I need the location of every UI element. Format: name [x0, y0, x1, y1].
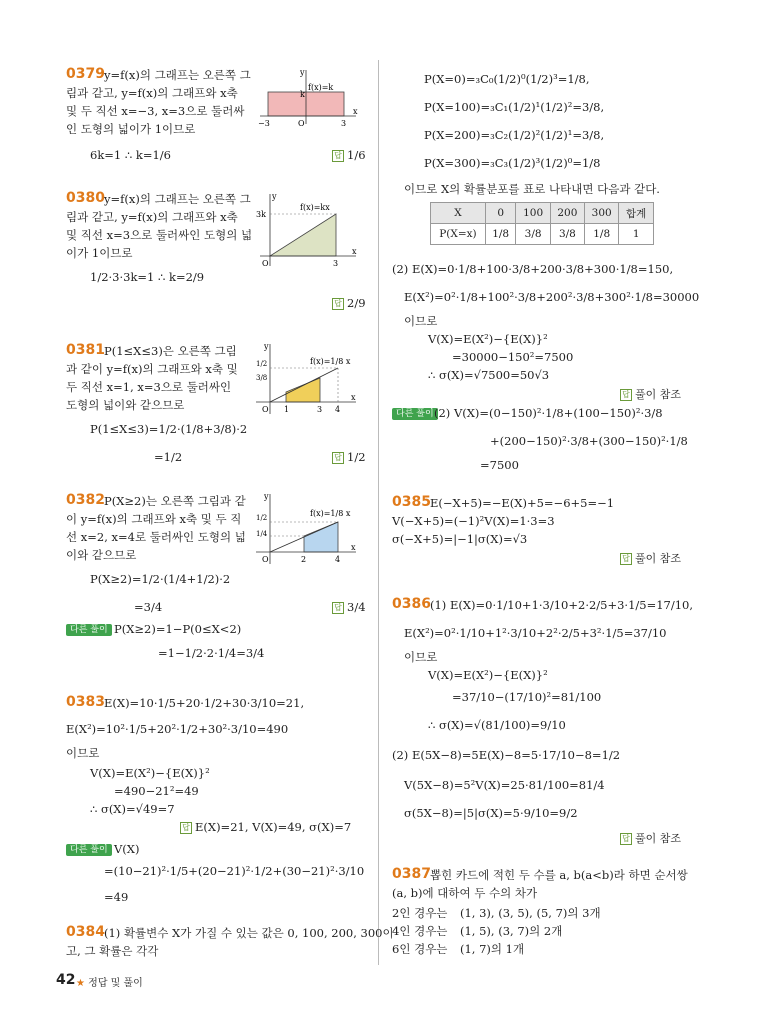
answer-0379: [332, 148, 366, 162]
problem-number-0380: 0380: [66, 190, 105, 206]
tick-3: 3: [341, 119, 347, 128]
tick-origin: O: [262, 405, 269, 414]
answer-0380: [332, 296, 366, 310]
table-cell: 3/8: [516, 224, 550, 245]
answer-icon: 답: [332, 150, 344, 162]
answer-0379-value: 1/6: [347, 148, 366, 162]
star-icon: ★: [76, 978, 85, 989]
text-0380-1: y=f(x)의 그래프는 오른쪽 그: [104, 192, 251, 206]
tick-2: 2: [301, 555, 307, 564]
graph-0381: [252, 340, 360, 420]
alt-0384-1: (2) V(X)=(0−150)²·1/8+(100−150)²·3/8: [434, 406, 663, 420]
text-0384-r2: P(X=100)=₃C₁(1/2)¹(1/2)²=3/8,: [424, 100, 605, 114]
alt-0384-3: =7500: [480, 458, 519, 472]
column-divider: [378, 60, 379, 965]
answer-icon: 답: [332, 602, 344, 614]
table-cell: 합계: [619, 203, 654, 224]
graph-0379: [256, 66, 360, 128]
problem-number-0384: 0384: [66, 924, 105, 940]
graph-0380-region: [270, 214, 336, 256]
text-0385-1: E(−X+5)=−E(X)+5=−6+5=−1: [430, 496, 615, 510]
problem-number-0386: 0386: [392, 596, 431, 612]
graph-0379-label: f(x)=k: [308, 83, 334, 92]
text-0386-9: σ(5X−8)=|5|σ(X)=5·9/10=9/2: [404, 806, 578, 820]
table-row-header: [431, 203, 654, 224]
ref-0386-text: 풀이 참조: [635, 832, 682, 845]
graph-0381-label: f(x)=1/8 x: [310, 357, 351, 366]
page-number: 42: [56, 972, 76, 988]
axis-x-label: x: [351, 393, 356, 402]
problem-number-0387: 0387: [392, 866, 431, 882]
table-cell: 100: [516, 203, 550, 224]
text-0386-3: 이므로: [404, 650, 438, 664]
text-0381-2: 과 같이 y=f(x)의 그래프와 x축 및: [66, 362, 238, 376]
text-0380-2: 림과 같고, y=f(x)의 그래프와 x축: [66, 210, 238, 224]
alt-0383-3: =49: [104, 890, 129, 904]
text-0384-r9: V(X)=E(X²)−{E(X)}²: [428, 332, 548, 346]
text-0379-4: 인 도형의 넓이가 1이므로: [66, 122, 196, 136]
tick-1: 1: [284, 405, 290, 414]
text-0384-r8: 이므로: [404, 314, 438, 328]
text-0380-3: 및 직선 x=3으로 둘러싸인 도형의 넓: [66, 228, 253, 242]
text-0386-4: V(X)=E(X²)−{E(X)}²: [428, 668, 548, 682]
text-0387-4b: (1, 5), (3, 7)의 2개: [460, 924, 563, 938]
tick-4: 4: [335, 405, 341, 414]
text-0384-r7: E(X²)=0²·1/8+100²·3/8+200²·3/8+300²·1/8=30000: [404, 290, 700, 304]
tick-4: 4: [335, 555, 341, 564]
axis-x-label: x: [353, 107, 358, 116]
text-0383-1: E(X)=10·1/5+20·1/2+30·3/10=21,: [104, 696, 305, 710]
alt-solution-tag-0384: 다른 풀이: [392, 408, 438, 420]
axis-y-label: y: [264, 492, 269, 501]
text-0382-4: 이와 같으므로: [66, 548, 137, 562]
text-0384-1: (1) 확률변수 X가 가질 수 있는 값은 0, 100, 200, 300이: [104, 926, 394, 940]
table-row: [431, 224, 654, 245]
text-0384-r3: P(X=200)=₃C₂(1/2)²(1/2)¹=3/8,: [424, 128, 605, 142]
text-0379-3: 및 두 직선 x=−3, x=3으로 둘러싸: [66, 104, 245, 118]
tick-3: 3: [317, 405, 323, 414]
text-0382-3: 선 x=2, x=4로 둘러싸인 도형의 넓: [66, 530, 246, 544]
text-0381-5: P(1≤X≤3)=1/2·(1/8+3/8)·2: [90, 422, 248, 436]
text-0381-4: 도형의 넓이와 같으므로: [66, 398, 185, 412]
graph-0382-region: [304, 522, 338, 552]
text-0384-r11: ∴ σ(X)=√7500=50√3: [428, 368, 550, 382]
text-0387-1: 뽑힌 카드에 적힌 두 수를 a, b(a<b)라 하면 순서쌍: [430, 868, 688, 882]
tick-3: 3: [333, 259, 339, 268]
problem-number-0382: 0382: [66, 492, 105, 508]
text-0382-2: 이 y=f(x)의 그래프와 x축 및 두 직: [66, 512, 242, 526]
text-0381-3: 두 직선 x=1, x=3으로 둘러싸인: [66, 380, 232, 394]
text-0384-2: 고, 그 확률은 각각: [66, 944, 159, 958]
text-0387-5a: 6인 경우는: [392, 942, 448, 956]
problem-number-0383: 0383: [66, 694, 105, 710]
problem-number-0381: 0381: [66, 342, 105, 358]
alt-0382-1: P(X≥2)=1−P(0≤X<2): [114, 622, 242, 636]
axis-x-label: x: [352, 247, 357, 256]
text-0380-4: 이가 1이므로: [66, 246, 133, 260]
answer-0382-value: 3/4: [347, 600, 366, 614]
text-0381-1: P(1≤X≤3)은 오른쪽 그림: [104, 344, 237, 358]
ref-0385: [620, 550, 681, 566]
text-0381-6: =1/2: [154, 450, 183, 464]
tick-origin: O: [298, 119, 305, 128]
tick-3-8: 3/8: [256, 374, 268, 382]
ref-0386: [620, 830, 681, 846]
text-0386-6: ∴ σ(X)=√(81/100)=9/10: [428, 718, 566, 732]
text-0380-5: 1/2·3·3k=1 ∴ k=2/9: [90, 270, 205, 284]
answer-0383-value: E(X)=21, V(X)=49, σ(X)=7: [195, 820, 352, 834]
text-0386-2: E(X²)=0²·1/10+1²·3/10+2²·2/5+3²·1/5=37/10: [404, 626, 667, 640]
tick-origin: O: [262, 259, 269, 268]
graph-0379-k: k: [300, 90, 305, 99]
alt-0382-2: =1−1/2·2·1/4=3/4: [158, 646, 265, 660]
tick-half: 1/2: [256, 514, 268, 522]
text-0384-r10: =30000−150²=7500: [452, 350, 574, 364]
tick-neg3: −3: [258, 119, 270, 128]
answer-0382: [332, 600, 366, 614]
table-cell: 200: [550, 203, 584, 224]
text-0387-3b: (1, 3), (3, 5), (5, 7)의 3개: [460, 906, 601, 920]
text-0382-6: =3/4: [134, 600, 163, 614]
footer-title: [76, 974, 143, 989]
alt-solution-tag-0382: 다른 풀이: [66, 624, 112, 636]
answer-0380-value: 2/9: [347, 296, 366, 310]
ref-0384-text: 풀이 참조: [635, 388, 682, 401]
alt-0384-2: +(200−150)²·3/8+(300−150)²·1/8: [490, 434, 688, 448]
table-cell: 0: [485, 203, 516, 224]
table-cell: 1: [619, 224, 654, 245]
axis-x-label: x: [351, 543, 356, 552]
answer-icon: 답: [620, 553, 632, 565]
graph-0380-3k: 3k: [256, 210, 266, 219]
table-cell: X: [431, 203, 486, 224]
table-cell: 1/8: [485, 224, 516, 245]
graph-0380-label: f(x)=kx: [300, 203, 330, 212]
alt-0383-1: V(X): [114, 842, 140, 856]
ref-0385-text: 풀이 참조: [635, 552, 682, 565]
alt-0383-2: =(10−21)²·1/5+(20−21)²·1/2+(30−21)²·3/10: [104, 864, 365, 878]
text-0386-1: (1) E(X)=0·1/10+1·3/10+2·2/5+3·1/5=17/10,: [430, 598, 694, 612]
text-0383-4: V(X)=E(X²)−{E(X)}²: [90, 766, 210, 780]
table-cell: 3/8: [550, 224, 584, 245]
text-0386-5: =37/10−(17/10)²=81/100: [452, 690, 602, 704]
tick-quarter: 1/4: [256, 530, 268, 538]
text-0384-r4: P(X=300)=₃C₃(1/2)³(1/2)⁰=1/8: [424, 156, 601, 170]
distribution-table: [430, 202, 654, 245]
text-0382-5: P(X≥2)=1/2·(1/4+1/2)·2: [90, 572, 231, 586]
axis-y-label: y: [300, 68, 305, 77]
footer-title-text: 정답 및 풀이: [88, 978, 143, 989]
text-0383-2: E(X²)=10²·1/5+20²·1/2+30²·3/10=490: [66, 722, 289, 736]
answer-0381-value: 1/2: [347, 450, 366, 464]
answer-icon: 답: [332, 452, 344, 464]
text-0379-5: 6k=1 ∴ k=1/6: [90, 148, 171, 162]
graph-0382-label: f(x)=1/8 x: [310, 509, 351, 518]
text-0379-1: y=f(x)의 그래프는 오른쪽 그: [104, 68, 251, 82]
answer-0381: [332, 450, 366, 464]
text-0383-5: =490−21²=49: [114, 784, 199, 798]
text-0382-1: P(X≥2)는 오른쪽 그림과 같: [104, 494, 246, 508]
text-0385-3: σ(−X+5)=|−1|σ(X)=√3: [392, 532, 528, 546]
text-0379-2: 림과 같고, y=f(x)의 그래프와 x축: [66, 86, 238, 100]
text-0384-r5: 이므로 X의 확률분포를 표로 나타내면 다음과 같다.: [404, 182, 660, 196]
graph-0380: [256, 190, 360, 270]
answer-icon: 답: [180, 822, 192, 834]
ref-0384: [620, 386, 681, 402]
alt-solution-tag-0383: 다른 풀이: [66, 844, 112, 856]
axis-y-label: y: [264, 342, 269, 351]
tick-half: 1/2: [256, 360, 268, 368]
answer-0383: [180, 820, 351, 834]
text-0387-5b: (1, 7)의 1개: [460, 942, 525, 956]
text-0386-8: V(5X−8)=5²V(X)=25·81/100=81/4: [404, 778, 605, 792]
table-cell: P(X=x): [431, 224, 486, 245]
text-0386-7: (2) E(5X−8)=5E(X)−8=5·17/10−8=1/2: [392, 748, 621, 762]
answer-icon: 답: [620, 389, 632, 401]
text-0387-4a: 4인 경우는: [392, 924, 448, 938]
text-0383-3: 이므로: [66, 746, 100, 760]
text-0387-2: (a, b)에 대하여 두 수의 차가: [392, 886, 538, 900]
text-0383-6: ∴ σ(X)=√49=7: [90, 802, 175, 816]
graph-0382: [252, 490, 360, 570]
text-0384-r6: (2) E(X)=0·1/8+100·3/8+200·3/8+300·1/8=150,: [392, 262, 674, 276]
answer-icon: 답: [620, 833, 632, 845]
problem-number-0385: 0385: [392, 494, 431, 510]
text-0387-3a: 2인 경우는: [392, 906, 448, 920]
table-cell: 1/8: [585, 224, 619, 245]
text-0384-r1: P(X=0)=₃C₀(1/2)⁰(1/2)³=1/8,: [424, 72, 590, 86]
table-cell: 300: [585, 203, 619, 224]
problem-number-0379: 0379: [66, 66, 105, 82]
answer-icon: 답: [332, 298, 344, 310]
axis-y-label: y: [272, 192, 277, 201]
tick-origin: O: [262, 555, 269, 564]
text-0385-2: V(−X+5)=(−1)²V(X)=1·3=3: [392, 514, 555, 528]
graph-0381-region: [286, 378, 320, 402]
